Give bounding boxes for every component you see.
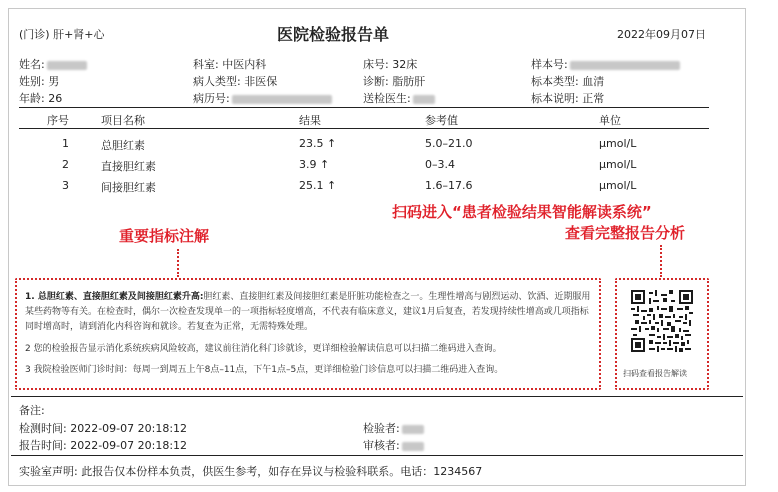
header-unit: 单位 xyxy=(599,114,621,127)
table-header-rule xyxy=(19,128,709,129)
qr-box xyxy=(615,278,709,390)
patient-gender: 姓别: 男 xyxy=(19,75,60,88)
row-result: 25.1 ↑ xyxy=(299,179,337,192)
row-unit: μmol/L xyxy=(599,179,637,192)
patient-age: 年龄: 26 xyxy=(19,92,63,105)
sample-note: 标本说明: 正常 xyxy=(531,92,605,105)
report-time: 报告时间: 2022-09-07 20:18:12 xyxy=(19,439,188,452)
report-sheet xyxy=(8,8,746,486)
row-reference: 5.0–21.0 xyxy=(425,137,473,150)
redacted-sample xyxy=(570,61,680,70)
table-top-rule xyxy=(19,107,709,108)
record-number xyxy=(193,90,332,106)
test-time: 检测时间: 2022-09-07 20:18:12 xyxy=(19,422,188,435)
header-reference: 参考值 xyxy=(425,114,458,127)
notes-connector-line xyxy=(177,249,179,277)
note-1-heading: 1. 总胆红素、直接胆红素及间接胆红素升高: xyxy=(25,292,204,302)
important-notes-label: 重要指标注解 xyxy=(119,227,210,245)
record-number-label: 病历号: xyxy=(193,92,230,105)
bed-number: 床号: 32床 xyxy=(363,58,418,71)
patient-name xyxy=(19,56,87,72)
referring-doctor-label: 送检医生: xyxy=(363,92,411,105)
redacted-tester xyxy=(402,425,424,434)
footer-top-rule xyxy=(11,396,743,397)
header-index: 序号 xyxy=(47,114,69,127)
scan-annotation-line2: 查看完整报告分析 xyxy=(565,224,686,242)
row-unit: μmol/L xyxy=(599,158,637,171)
row-result: 23.5 ↑ xyxy=(299,137,337,150)
patient-name-label: 姓名: xyxy=(19,58,45,71)
header-result: 结果 xyxy=(299,114,321,127)
qr-code[interactable] xyxy=(631,290,693,352)
report-title: 医院检验报告单 xyxy=(277,25,390,44)
redacted-reviewer xyxy=(402,442,424,451)
redacted-name xyxy=(47,61,87,70)
referring-doctor xyxy=(363,90,435,106)
diagnosis: 诊断: 脂肪肝 xyxy=(363,75,426,88)
remark-label: 备注: xyxy=(19,404,45,417)
redacted-record xyxy=(232,95,332,104)
row-result: 3.9 ↑ xyxy=(299,158,330,171)
header-item: 项目名称 xyxy=(101,114,145,127)
row-item: 间接胆红素 xyxy=(101,181,156,194)
sample-type: 标本类型: 血清 xyxy=(531,75,605,88)
report-date: 2022年09月07日 xyxy=(617,28,706,41)
patient-type: 病人类型: 非医保 xyxy=(193,75,278,88)
reviewer xyxy=(363,437,424,453)
tester-label: 检验者: xyxy=(363,422,400,435)
row-item: 直接胆红素 xyxy=(101,160,156,173)
scan-annotation-line1: 扫码进入“患者检验结果智能解读系统” xyxy=(392,203,652,221)
redacted-doctor xyxy=(413,95,435,104)
row-item: 总胆红素 xyxy=(101,139,145,152)
row-index: 3 xyxy=(62,179,69,192)
row-reference: 0–3.4 xyxy=(425,158,455,171)
qr-code-image xyxy=(631,290,693,352)
row-reference: 1.6–17.6 xyxy=(425,179,473,192)
qr-connector-line xyxy=(660,245,662,277)
reviewer-label: 审核者: xyxy=(363,439,400,452)
qr-caption: 扫码查看报告解读 xyxy=(623,369,687,378)
dept-tag: (门诊) 肝+肾+心 xyxy=(19,28,105,41)
department: 科室: 中医内科 xyxy=(193,58,267,71)
note-1 xyxy=(25,290,591,335)
important-notes-box xyxy=(15,278,601,390)
note-1-body: 胆红素、直接胆红素及间接胆红素是肝脏功能检查之一。生理性增高与剧烈运动、饮酒、近期服用某些药物等有关。在检查时，偶尔一次检查发现单一的一项指标轻度增高，不代表有临床意义，建议1月后复查，若发现持续性增高或几项指标同时增高时，请到消化内科咨询和就诊。若复查为正常，无需特殊处理。 xyxy=(25,292,591,332)
note-3: 3 我院检验医师门诊时间：每周一到周五上午8点–11点，下午1点–5点，更详细检验门诊信息可以扫描二维码进入查询。 xyxy=(25,365,504,375)
row-index: 2 xyxy=(62,158,69,171)
row-unit: μmol/L xyxy=(599,137,637,150)
tester xyxy=(363,420,424,436)
footer-bottom-rule xyxy=(11,455,743,456)
note-2: 2 您的检验报告显示消化系统疾病风险较高，建议前往消化科门诊就诊，更详细检验解读信息可以扫描二维码进入查询。 xyxy=(25,344,502,354)
sample-number-label: 样本号: xyxy=(531,58,568,71)
sample-number xyxy=(531,56,680,72)
row-index: 1 xyxy=(62,137,69,150)
lab-disclaimer: 实验室声明: 此报告仅本份样本负责，供医生参考，如存在异议与检验科联系。电话：1234567 xyxy=(19,465,483,478)
